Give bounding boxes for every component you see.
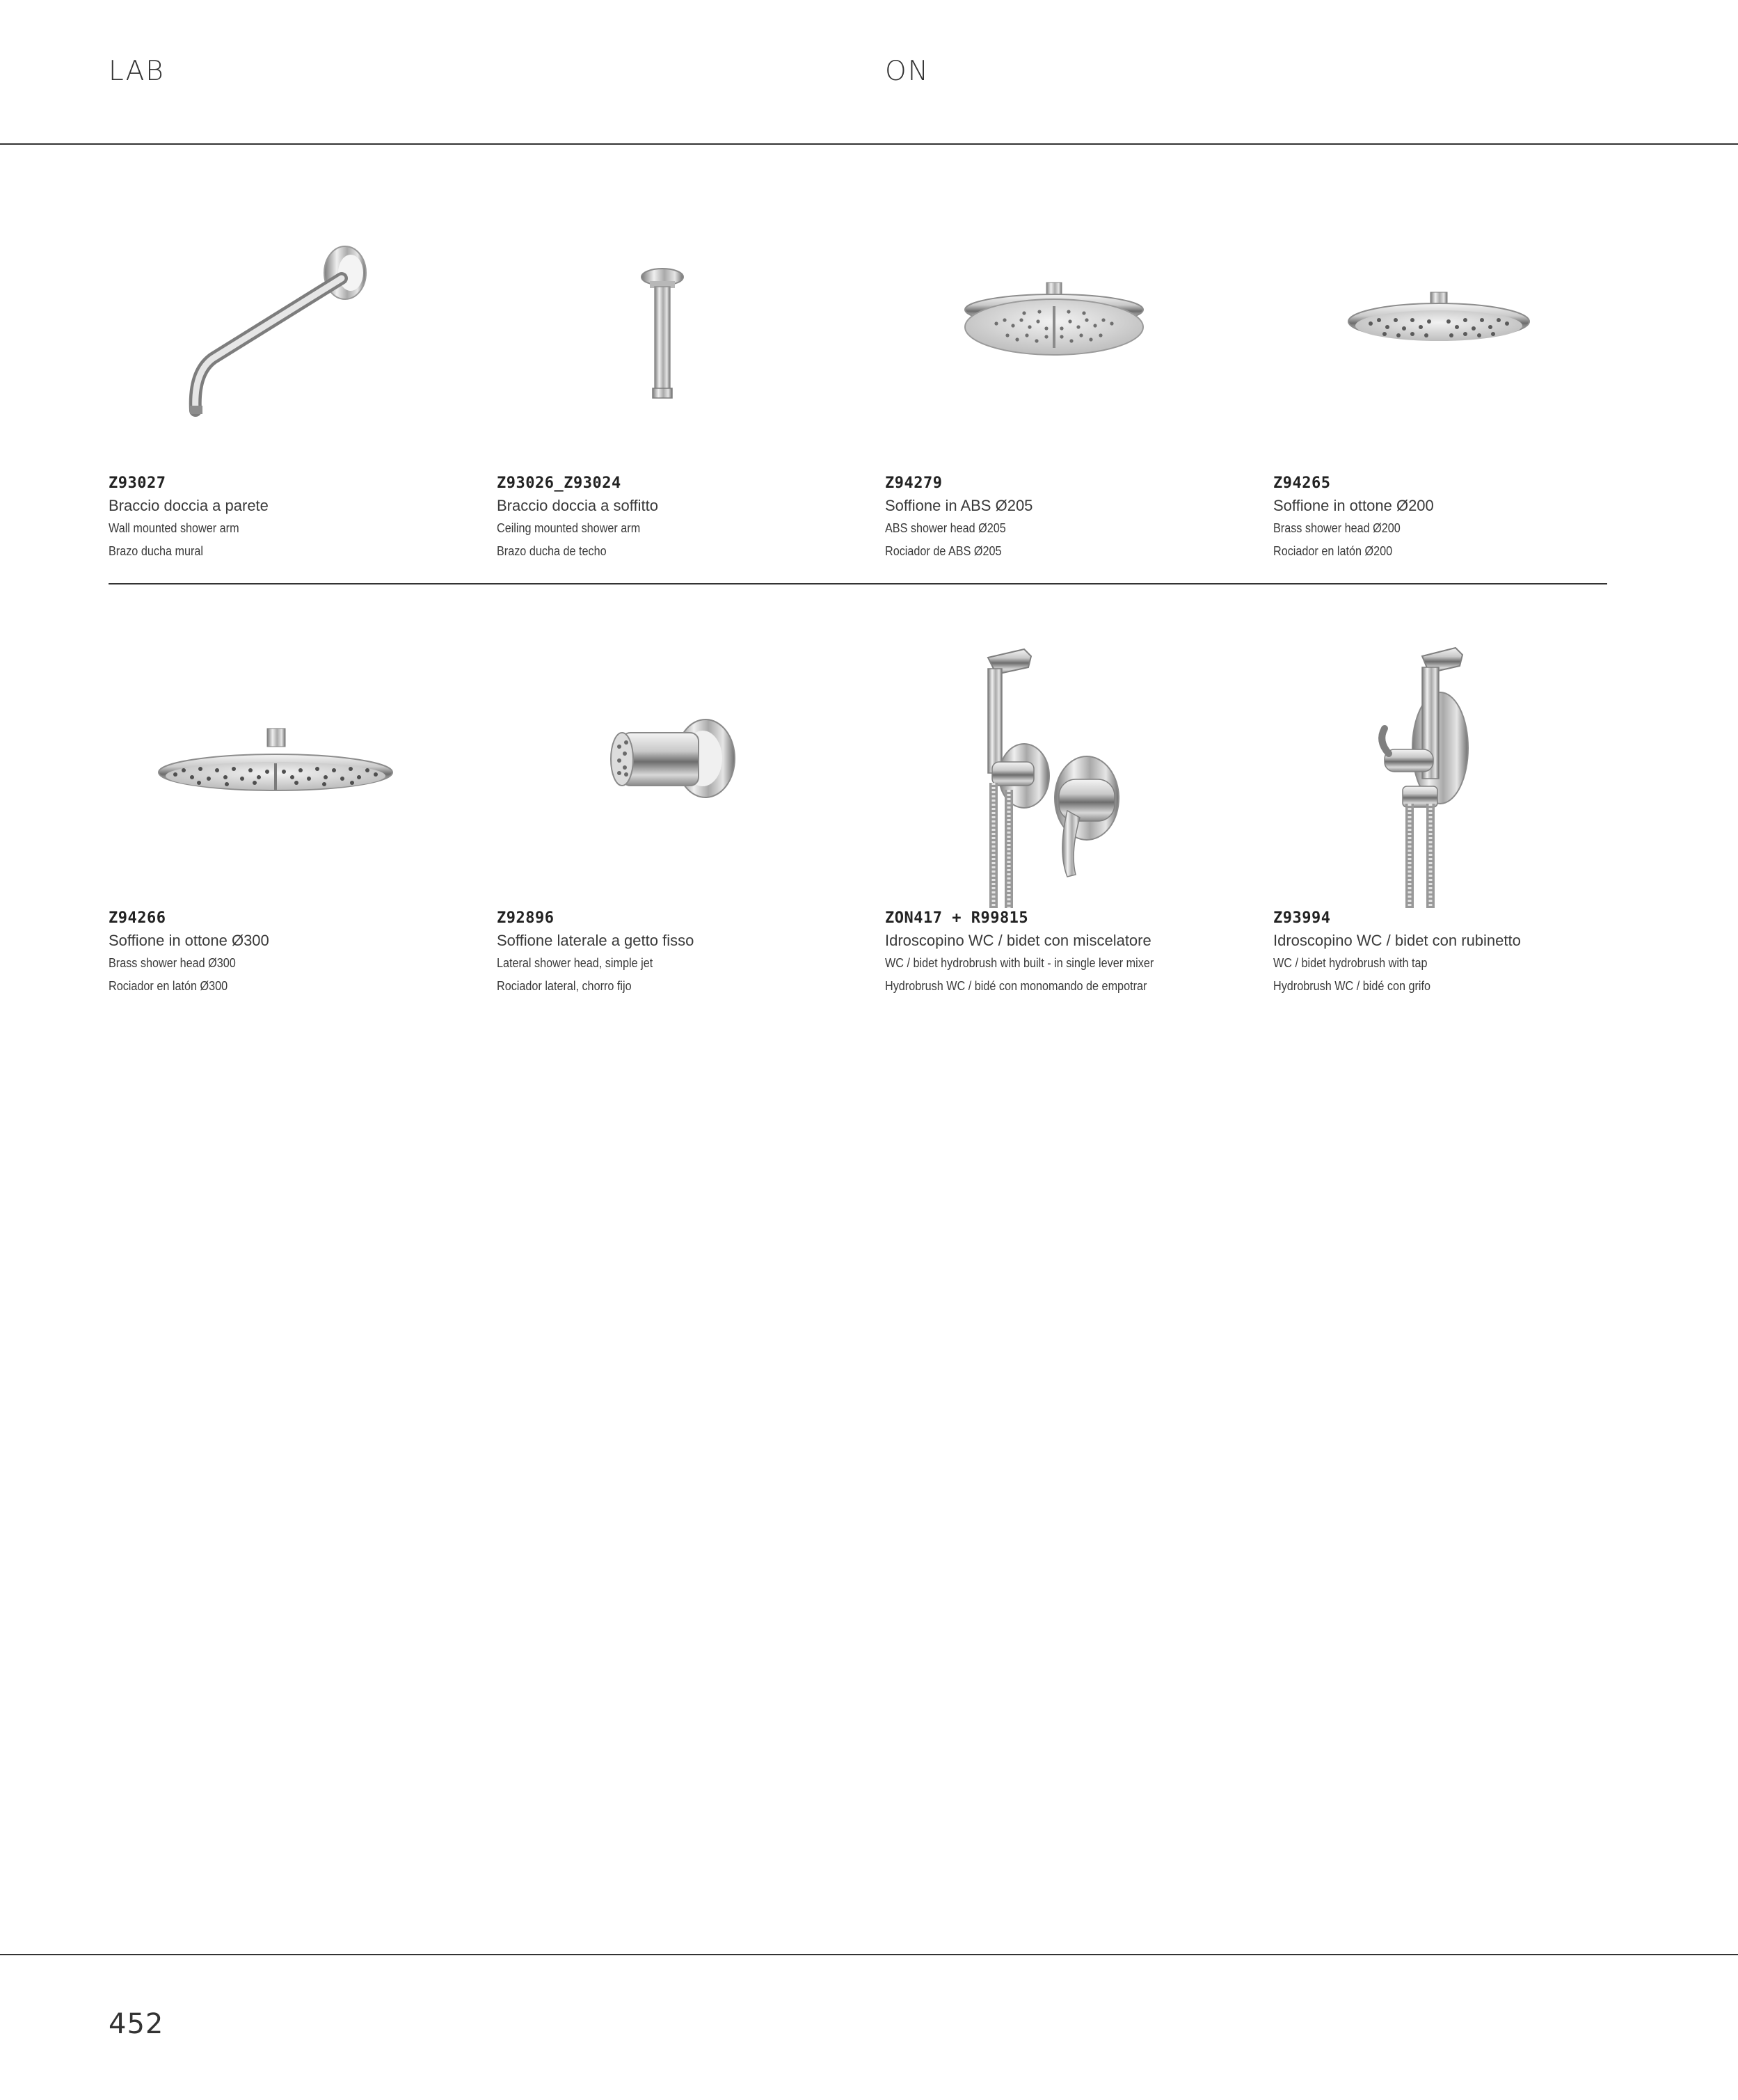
wall-shower-arm-icon [109,209,470,473]
shower-head-icon [1273,209,1635,473]
product-code: Z94279 [885,475,943,492]
product-name-it: Idroscopino WC / bidet con rubinetto [1273,932,1521,949]
product-name-en: WC / bidet hydrobrush with built - in single lever mixer [885,956,1154,970]
product-code: Z94265 [1273,475,1331,492]
product-name-en: Lateral shower head, simple jet [497,956,653,970]
product-name-es: Hydrobrush WC / bidé con monomando de empotrar [885,979,1147,993]
hydrobrush-mixer-icon [885,644,1247,908]
product-code: ZON417 + R99815 [885,909,1029,927]
product-name-en: Brass shower head Ø300 [109,956,236,970]
product-name-en: Wall mounted shower arm [109,521,239,535]
product-name-en: Brass shower head Ø200 [1273,521,1401,535]
product-name-it: Soffione in ottone Ø200 [1273,497,1434,514]
product-name-es: Brazo ducha de techo [497,544,607,558]
product-name-it: Soffione in ABS Ø205 [885,497,1033,514]
header-left-label: LAB [109,56,165,87]
header-divider [0,143,1738,145]
product-name-es: Rociador de ABS Ø205 [885,544,1002,558]
product-name-it: Soffione in ottone Ø300 [109,932,269,949]
product-code: Z94266 [109,909,166,927]
product-name-en: ABS shower head Ø205 [885,521,1006,535]
row-divider [109,583,1607,584]
hydrobrush-tap-icon [1273,644,1635,908]
product-name-en: WC / bidet hydrobrush with tap [1273,956,1428,970]
page-number: 452 [109,2008,164,2040]
footer-divider [0,1954,1738,1955]
shower-head-icon [109,644,470,908]
product-name-es: Rociador lateral, chorro fijo [497,979,632,993]
product-name-es: Rociador en latón Ø200 [1273,544,1393,558]
product-code: Z93027 [109,475,166,492]
product-name-es: Hydrobrush WC / bidé con grifo [1273,979,1430,993]
product-code: Z93994 [1273,909,1331,927]
product-name-es: Brazo ducha mural [109,544,203,558]
product-name-it: Soffione laterale a getto fisso [497,932,694,949]
ceiling-shower-arm-icon [497,209,859,473]
header-right-label: ON [885,56,930,87]
product-name-it: Braccio doccia a soffitto [497,497,658,514]
product-code: Z93026_Z93024 [497,475,621,492]
product-name-es: Rociador en latón Ø300 [109,979,228,993]
lateral-shower-head-icon [497,644,859,908]
product-name-en: Ceiling mounted shower arm [497,521,641,535]
product-code: Z92896 [497,909,555,927]
product-name-it: Idroscopino WC / bidet con miscelatore [885,932,1151,949]
product-name-it: Braccio doccia a parete [109,497,269,514]
shower-head-icon [885,209,1247,473]
